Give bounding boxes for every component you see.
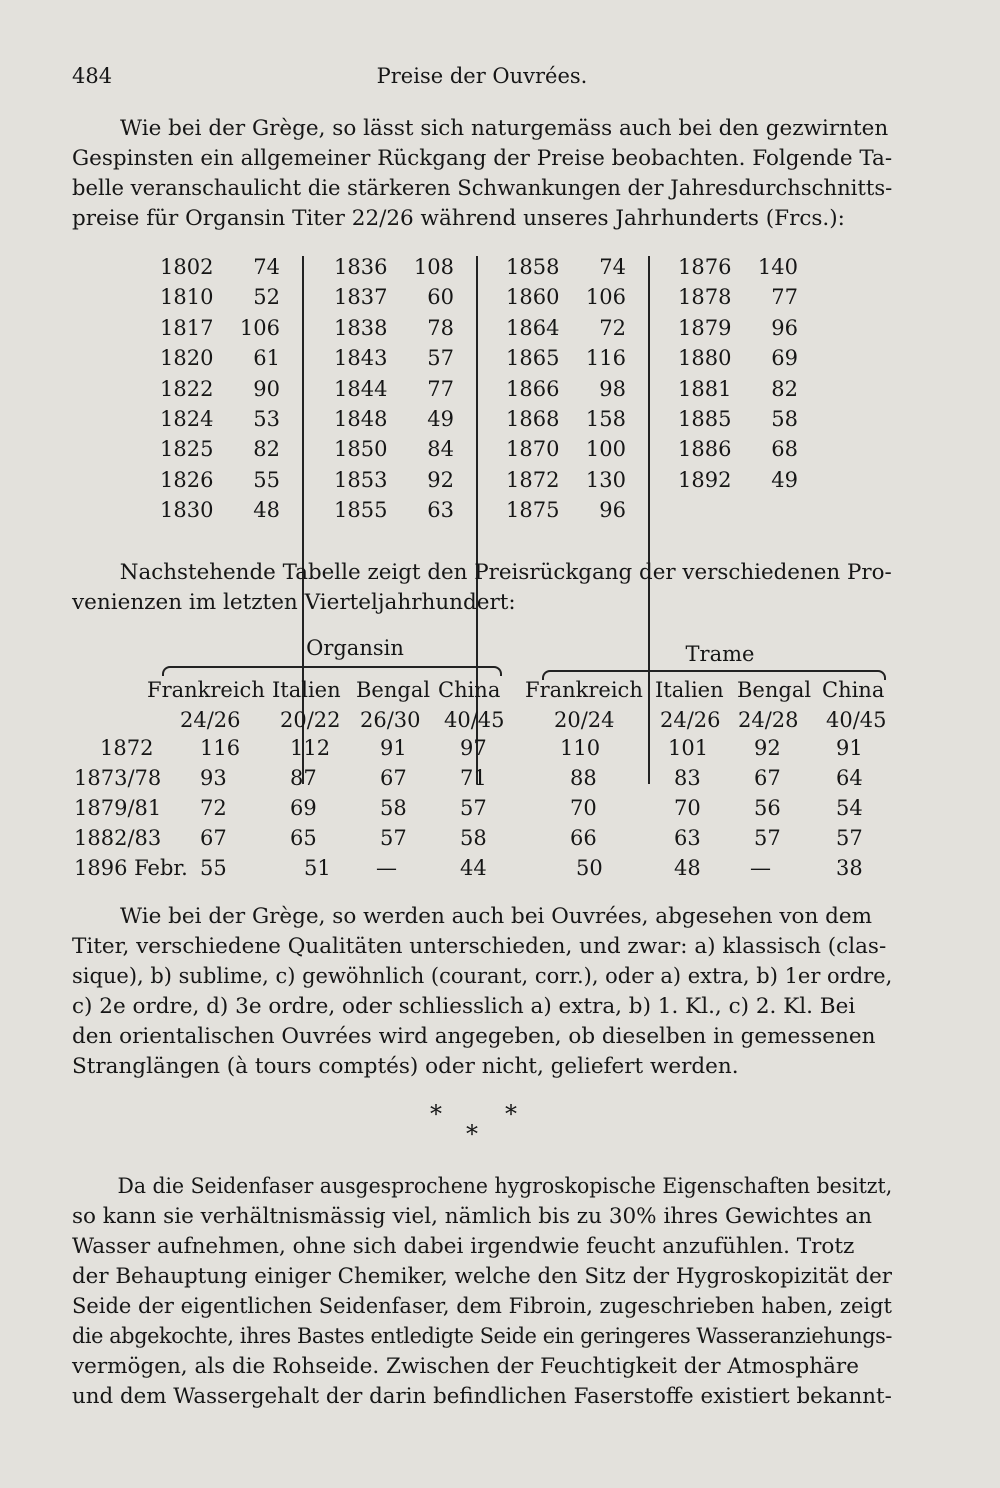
table-row — [496, 495, 646, 525]
table-cell: 69 — [290, 796, 317, 820]
year: 1822 — [160, 376, 214, 401]
table-row — [668, 282, 818, 312]
table-row — [150, 252, 300, 282]
table-cell: 93 — [200, 766, 227, 790]
table-column — [496, 252, 646, 526]
year: 1826 — [160, 467, 214, 492]
table-cell: 101 — [668, 736, 709, 760]
year: 1885 — [678, 406, 732, 431]
paragraph-line: Gespinsten ein allgemeiner Rückgang der Preise beobachten. Folgende Ta- — [72, 146, 893, 171]
table-row — [668, 434, 818, 464]
price: 140 — [757, 255, 798, 279]
column-header-country: China — [438, 678, 501, 702]
table-cell: 57 — [754, 826, 781, 850]
year: 1817 — [160, 315, 214, 340]
column-header-country: Frankreich — [525, 678, 643, 702]
year: 1858 — [506, 255, 560, 279]
row-label: 1879/81 — [74, 796, 162, 820]
paragraph-line: der Behauptung einiger Chemiker, welche den Sitz der Hygroskopizität der — [72, 1264, 892, 1289]
paragraph-line: die abgekochte, ihres Bastes entledigte Seide ein geringeres Wasseranziehungs- — [72, 1324, 893, 1349]
table-cell: 92 — [754, 736, 781, 760]
price: 60 — [427, 285, 454, 310]
table-cell: 44 — [460, 856, 487, 880]
table-cell: — — [376, 856, 397, 880]
group-label-trame: Trame — [685, 642, 755, 666]
price: 78 — [427, 315, 454, 340]
year: 1836 — [334, 255, 388, 279]
paragraph-line: belle veranschaulicht die stärkeren Schwankungen der Jahresdurchschnitts- — [72, 176, 893, 201]
row-label: 1872 — [100, 736, 154, 760]
table-row — [668, 252, 818, 282]
price: 96 — [599, 498, 626, 523]
table-cell: 66 — [570, 826, 597, 850]
table-row — [324, 313, 474, 343]
price: 106 — [239, 315, 280, 340]
table-row — [496, 404, 646, 434]
table-cell: 48 — [674, 856, 701, 880]
table-cell: 63 — [674, 826, 701, 850]
paragraph-line: Nachstehende Tabelle zeigt den Preisrückgang der verschiedenen Pro- — [119, 560, 892, 585]
table-row — [668, 343, 818, 373]
table-row — [324, 465, 474, 495]
year: 1881 — [678, 376, 732, 401]
year: 1844 — [334, 376, 388, 401]
year: 1838 — [334, 315, 388, 340]
price: 53 — [253, 406, 280, 431]
price: 49 — [771, 467, 798, 492]
page-number: 484 — [72, 64, 113, 88]
table-row — [668, 313, 818, 343]
table-cell: 58 — [380, 796, 407, 820]
column-header-titer: 40/45 — [444, 708, 505, 732]
paragraph-line: Wie bei der Grège, so lässt sich naturgemäss auch bei den gezwirnten — [120, 116, 889, 141]
paragraph-line: c) 2e ordre, d) 3e ordre, oder schliesslich a) extra, b) 1. Kl., c) 2. Kl. Bei — [72, 994, 856, 1019]
price: 69 — [771, 346, 798, 371]
price: 92 — [427, 467, 454, 492]
table-row — [150, 434, 300, 464]
price: 63 — [427, 498, 454, 523]
year: 1872 — [506, 467, 560, 492]
paragraph-line: Seide der eigentlichen Seidenfaser, dem Fibroin, zugeschrieben haben, zeigt — [72, 1294, 892, 1319]
table-row — [150, 374, 300, 404]
price: 98 — [599, 376, 626, 401]
table-cell: 70 — [570, 796, 597, 820]
table-cell: 38 — [836, 856, 863, 880]
table-cell: 55 — [200, 856, 227, 880]
table-row — [324, 404, 474, 434]
table-row — [150, 343, 300, 373]
table-cell: 67 — [200, 826, 227, 850]
paragraph-qualities — [72, 902, 892, 1082]
paragraph-line: und dem Wassergehalt der darin befindlichen Faserstoffe existiert bekannt- — [72, 1384, 892, 1409]
table-row — [324, 374, 474, 404]
group-label-organsin: Organsin — [306, 636, 404, 660]
column-header-country: Bengal — [737, 678, 812, 702]
table-cell: 91 — [836, 736, 863, 760]
price: 158 — [585, 406, 626, 431]
paragraph-line: so kann sie verhältnismässig viel, nämlich bis zu 30% ihres Gewichtes an — [72, 1204, 872, 1229]
table-cell: 71 — [460, 766, 487, 790]
paragraph-line: Wie bei der Grège, so werden auch bei Ouvrées, abgesehen von dem — [120, 904, 873, 929]
year: 1866 — [506, 376, 560, 401]
price: 48 — [253, 498, 280, 523]
table-row — [496, 374, 646, 404]
asterisk: * — [505, 1100, 517, 1128]
year: 1865 — [506, 346, 560, 371]
table-cell: 54 — [836, 796, 863, 820]
paragraph-line: Stranglängen (à tours comptés) oder nicht, geliefert werden. — [72, 1054, 739, 1079]
table-row — [668, 465, 818, 495]
year: 1848 — [334, 406, 388, 431]
price: 82 — [253, 437, 280, 462]
price: 74 — [253, 255, 280, 279]
price: 84 — [427, 437, 454, 462]
row-label: 1882/83 — [74, 826, 162, 850]
column-divider — [476, 256, 478, 784]
table-row — [150, 495, 300, 525]
price: 96 — [771, 315, 798, 340]
year: 1860 — [506, 285, 560, 310]
table-cell: 83 — [674, 766, 701, 790]
price: 55 — [253, 467, 280, 492]
table-column — [668, 252, 818, 495]
table-row — [496, 343, 646, 373]
year: 1886 — [678, 437, 732, 462]
table-row — [324, 434, 474, 464]
table-row — [150, 404, 300, 434]
column-header-titer: 26/30 — [360, 708, 421, 732]
column-header-titer: 24/26 — [180, 708, 241, 732]
price: 116 — [585, 346, 626, 371]
paragraph-line: den orientalischen Ouvrées wird angegeben, ob dieselben in gemessenen — [72, 1024, 876, 1049]
table-cell: 116 — [200, 736, 241, 760]
paragraph-line: preise für Organsin Titer 22/26 während unseres Jahrhunderts (Frcs.): — [72, 206, 845, 231]
column-header-titer: 20/22 — [280, 708, 341, 732]
price: 90 — [253, 376, 280, 401]
column-header-titer: 24/26 — [660, 708, 721, 732]
price: 58 — [771, 406, 798, 431]
price: 52 — [253, 285, 280, 310]
table-row — [150, 282, 300, 312]
price: 77 — [771, 285, 798, 310]
price: 61 — [253, 346, 280, 371]
year: 1824 — [160, 406, 214, 431]
year: 1850 — [334, 437, 388, 462]
table-cell: 57 — [836, 826, 863, 850]
table-row — [324, 252, 474, 282]
price: 74 — [599, 255, 626, 279]
table-column — [150, 252, 300, 526]
year: 1868 — [506, 406, 560, 431]
year: 1879 — [678, 315, 732, 340]
paragraph-intro — [72, 114, 892, 234]
column-header-country: Frankreich — [147, 678, 265, 702]
table-cell: 67 — [754, 766, 781, 790]
table-cell: 57 — [460, 796, 487, 820]
table-cell: 57 — [380, 826, 407, 850]
table-cell: 67 — [380, 766, 407, 790]
price: 49 — [427, 406, 454, 431]
price: 106 — [585, 285, 626, 310]
column-header-titer: 24/28 — [738, 708, 799, 732]
asterisk: * — [430, 1100, 442, 1128]
table-row — [324, 495, 474, 525]
price: 130 — [585, 467, 626, 492]
table-row — [496, 252, 646, 282]
column-header-titer: 20/24 — [554, 708, 615, 732]
table-cell: 112 — [290, 736, 331, 760]
table-row — [324, 282, 474, 312]
table-cell: 64 — [836, 766, 863, 790]
year: 1855 — [334, 498, 388, 523]
column-divider — [302, 256, 304, 784]
table-cell: 110 — [560, 736, 601, 760]
price: 100 — [585, 437, 626, 462]
table-row — [496, 465, 646, 495]
column-header-country: Bengal — [356, 678, 431, 702]
year: 1830 — [160, 498, 214, 523]
table-cell: — — [750, 856, 771, 880]
column-divider — [648, 256, 650, 784]
table-cell: 58 — [460, 826, 487, 850]
table-row — [496, 282, 646, 312]
column-header-country: China — [822, 678, 885, 702]
paragraph-hygroscopic — [72, 1172, 892, 1412]
price: 108 — [413, 255, 454, 279]
price: 82 — [771, 376, 798, 401]
table-cell: 88 — [570, 766, 597, 790]
year: 1892 — [678, 467, 732, 492]
table-row — [668, 374, 818, 404]
paragraph-line: Titer, verschiedene Qualitäten unterschieden, und zwar: a) klassisch (clas- — [72, 934, 887, 959]
column-header-country: Italien — [655, 678, 724, 702]
year: 1843 — [334, 346, 388, 371]
year: 1864 — [506, 315, 560, 340]
row-label: 1873/78 — [74, 766, 162, 790]
price: 57 — [427, 346, 454, 371]
year: 1802 — [160, 255, 214, 279]
year: 1870 — [506, 437, 560, 462]
table-row — [324, 343, 474, 373]
column-header-titer: 40/45 — [826, 708, 887, 732]
year: 1810 — [160, 285, 214, 310]
year: 1875 — [506, 498, 560, 523]
table-cell: 65 — [290, 826, 317, 850]
group-brace-organsin — [162, 666, 502, 676]
table-row — [496, 434, 646, 464]
table-row — [496, 313, 646, 343]
price: 68 — [771, 437, 798, 462]
paragraph-line: vermögen, als die Rohseide. Zwischen der Feuchtigkeit der Atmosphäre — [72, 1354, 859, 1379]
row-label: 1896 Febr. — [74, 856, 188, 880]
table-cell: 72 — [200, 796, 227, 820]
table-column — [324, 252, 474, 526]
column-header-country: Italien — [272, 678, 341, 702]
year: 1825 — [160, 437, 214, 462]
year: 1876 — [678, 255, 732, 279]
price: 77 — [427, 376, 454, 401]
year: 1878 — [678, 285, 732, 310]
table-cell: 51 — [304, 856, 331, 880]
table-cell: 70 — [674, 796, 701, 820]
page-header — [72, 64, 892, 94]
paragraph-line: Da die Seidenfaser ausgesprochene hygroskopische Eigenschaften besitzt, — [117, 1174, 893, 1199]
price: 72 — [599, 315, 626, 340]
year: 1837 — [334, 285, 388, 310]
table-row — [668, 404, 818, 434]
year: 1820 — [160, 346, 214, 371]
table-row — [150, 465, 300, 495]
table-row — [150, 313, 300, 343]
paragraph-line: sique), b) sublime, c) gewöhnlich (courant, corr.), oder a) extra, b) 1er ordre, — [72, 964, 893, 989]
year: 1853 — [334, 467, 388, 492]
paragraph-line: venienzen im letzten Vierteljahrhundert: — [72, 590, 516, 615]
asterisk: * — [466, 1120, 478, 1148]
table-cell: 97 — [460, 736, 487, 760]
table-cell: 50 — [576, 856, 603, 880]
paragraph-provenance-intro — [72, 558, 892, 618]
paragraph-line: Wasser aufnehmen, ohne sich dabei irgendwie feucht anzufühlen. Trotz — [72, 1234, 855, 1259]
table-cell: 56 — [754, 796, 781, 820]
table-cell: 87 — [290, 766, 317, 790]
running-title: Preise der Ouvrées. — [376, 64, 588, 88]
table-cell: 91 — [380, 736, 407, 760]
year: 1880 — [678, 346, 732, 371]
